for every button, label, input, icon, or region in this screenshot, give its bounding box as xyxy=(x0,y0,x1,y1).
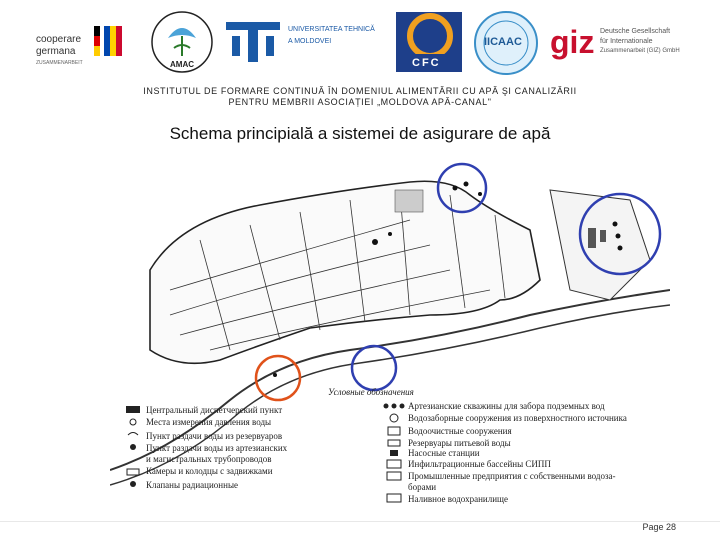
cfc-text: CFC xyxy=(412,57,441,69)
giz-mark: giz xyxy=(550,24,595,60)
legend-right-5: Инфильтрационные бассейны СИПП xyxy=(408,459,551,469)
legend-left-4: и магистральных трубопроводов xyxy=(146,454,272,464)
legend-left-2: Пункт раздачи воды из резервуаров xyxy=(146,431,283,441)
institute-line-1: INSTITUTUL DE FORMARE CONTINUĂ ÎN DOMENIUL ALIMENTĂRII CU APĂ ŞI CANALIZĂRII xyxy=(143,86,577,96)
institute-line-2: PENTRU MEMBRII ASOCIAȚIEI „MOLDOVA APĂ-CANAL" xyxy=(228,97,492,107)
legend-right-2: Водоочистные сооружения xyxy=(408,426,512,436)
legend-right-4: Насосные станции xyxy=(408,448,480,458)
legend-right-3: Резервуары питьевой воды xyxy=(408,438,511,448)
legend-left-3: Пункт раздачи воды из артезианских xyxy=(146,443,288,453)
amac-text: AMAC xyxy=(170,60,194,69)
legend-heading: Условные обозначения xyxy=(328,387,414,397)
legend-right-6: Промышленные предприятия с собственными водоза- xyxy=(408,471,616,481)
utm-logo xyxy=(222,16,375,66)
footer-divider xyxy=(0,521,720,522)
zusammenarbeit-text: ZUSAMMENARBEIT xyxy=(36,60,83,66)
slide-title: Schema principială a sistemei de asigurare de apă xyxy=(169,124,551,143)
institute-subtitle xyxy=(100,86,620,108)
legend-right-7: борами xyxy=(408,482,437,492)
utm-line2: A MOLDOVEI xyxy=(288,38,332,45)
iicaac-text: IICAAC xyxy=(484,36,522,48)
cfc-logo xyxy=(394,10,468,76)
logo-strip xyxy=(0,0,720,82)
giz-line1: Deutsche Gesellschaft xyxy=(600,28,671,35)
water-supply-scheme-map xyxy=(110,150,670,512)
germana-text: germana xyxy=(36,46,76,57)
legend-right-symbols xyxy=(384,404,405,503)
industrial-area xyxy=(550,190,650,300)
legend-left-0: Центральный диспетчерский пункт xyxy=(146,405,283,415)
highlight-circle-river-intake xyxy=(352,346,396,390)
amac-logo xyxy=(146,8,218,80)
giz-line3: Zusammenarbeit (GIZ) GmbH xyxy=(600,48,680,54)
utm-line1: UNIVERSITATEA TEHNICĂ xyxy=(288,26,375,33)
legend-left-1: Места измерения давления воды xyxy=(146,417,272,427)
legend-left-6: Клапаны радиационные xyxy=(146,480,238,490)
legend-right-0: Артезианские скважины для забора подземных вод xyxy=(408,401,605,411)
giz-logo xyxy=(548,24,688,76)
iicaac-logo xyxy=(470,10,544,76)
legend-left-symbols xyxy=(126,406,140,487)
legend-left-5: Камеры и колодцы с задвижками xyxy=(146,466,273,476)
cooperare-text: cooperare xyxy=(36,34,82,45)
legend-right-1: Водозаборные сооружения из поверхностного источника xyxy=(408,413,627,423)
lake xyxy=(395,190,423,212)
cooperare-germana-logo xyxy=(36,26,130,76)
giz-line2: für Internationale xyxy=(600,38,653,45)
legend-right-8: Наливное водохранилище xyxy=(408,494,508,504)
page-number: Page 28 xyxy=(642,522,676,532)
